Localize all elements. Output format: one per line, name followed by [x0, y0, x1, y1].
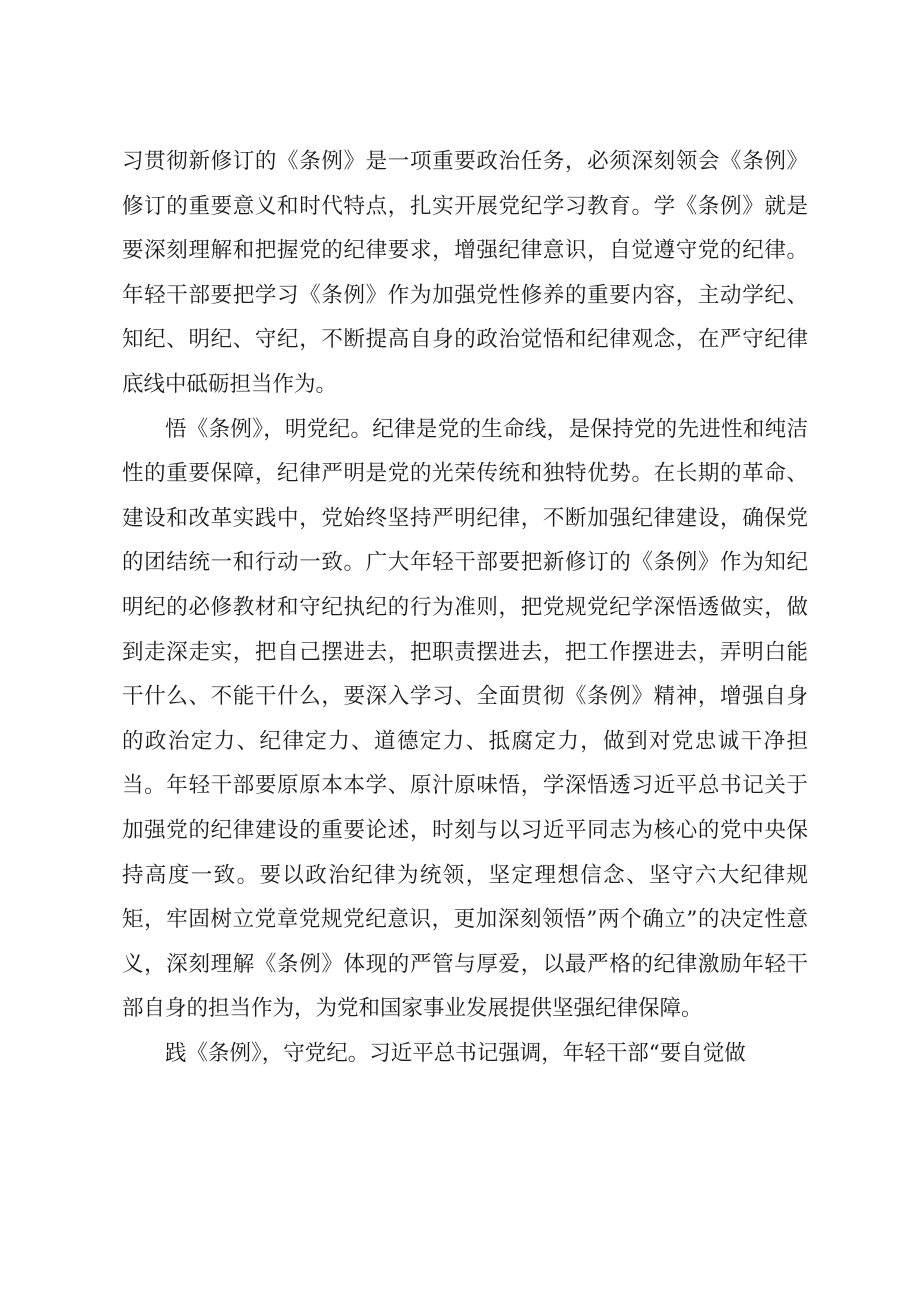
document-body	[122, 140, 808, 1076]
paragraph-1: 习贯彻新修订的《条例》是一项重要政治任务，必须深刻领会《条例》修订的重要意义和时代特点，扎实开展党纪学习教育。学《条例》就是要深刻理解和把握党的纪律要求，增强纪律意识，自觉遵守党的纪律。年轻干部要把学习《条例》作为加强党性修养的重要内容，主动学纪、知纪、明纪、守纪，不断提高自身的政治觉悟和纪律观念，在严守纪律底线中砥砺担当作为。	[122, 149, 808, 397]
paragraph-3: 践《条例》，守党纪。习近平总书记强调，年轻干部“要自觉做	[165, 1040, 746, 1066]
paragraph-2: 悟《条例》，明党纪。纪律是党的生命线，是保持党的先进性和纯洁性的重要保障，纪律严明是党的光荣传统和独特优势。在长期的革命、建设和改革实践中，党始终坚持严明纪律，不断加强纪律建设，确保党的团结统一和行动一致。广大年轻干部要把新修订的《条例》作为知纪明纪的必修教材和守纪执纪的行为准则，把党规党纪学深悟透做实，做到走深走实，把自己摆进去，把职责摆进去，把工作摆进去，弄明白能干什么、不能干什么，要深入学习、全面贯彻《条例》精神，增强自身的政治定力、纪律定力、道德定力、抵腐定力，做到对党忠诚干净担当。年轻干部要原原本本学、原汁原味悟，学深悟透习近平总书记关于加强党的纪律建设的重要论述，时刻与以习近平同志为核心的党中央保持高度一致。要以政治纪律为统领，坚定理想信念、坚守六大纪律规矩，牢固树立党章党规党纪意识，更加深刻领悟”两个确立”的决定性意义，深刻理解《条例》体现的严管与厚爱，以最严格的纪律激励年轻干部自身的担当作为，为党和国家事业发展提供坚强纪律保障。	[122, 416, 808, 1022]
